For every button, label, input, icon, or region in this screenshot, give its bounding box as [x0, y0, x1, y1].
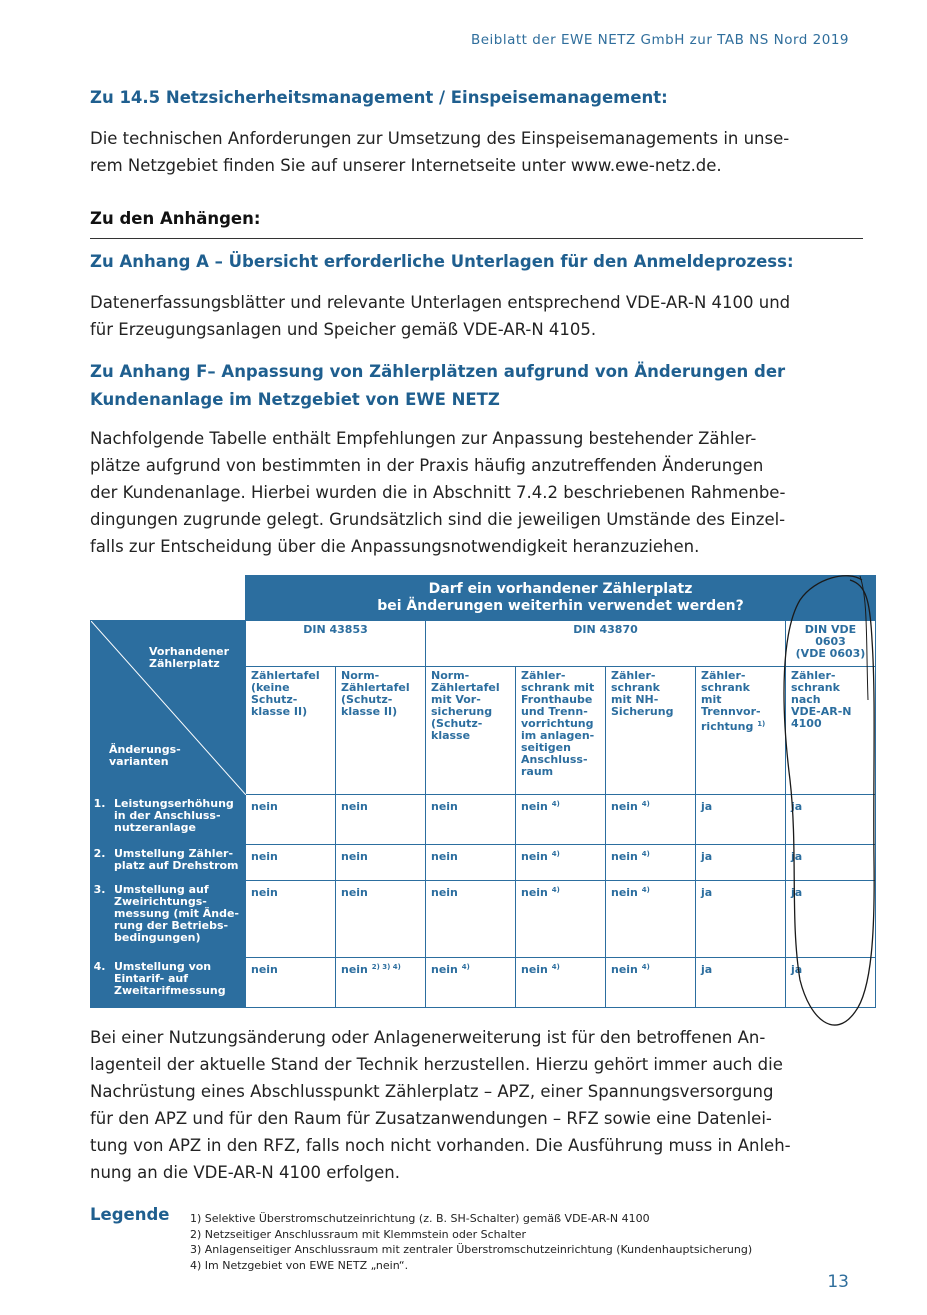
- column-header-line: raum: [521, 765, 554, 778]
- group-line: (VDE 0603): [795, 647, 866, 660]
- row-label-line: Umstellung von: [114, 960, 212, 973]
- paragraph-after-table: [90, 1024, 791, 1186]
- text-line: falls zur Entscheidung über die Anpassungsnotwendigkeit heranzuziehen.: [90, 537, 700, 556]
- cell-value: ja: [701, 963, 713, 976]
- cell-value: nein: [341, 886, 368, 899]
- column-header-line: und Trenn-: [521, 705, 588, 718]
- column-header-line: im anlagen-: [521, 729, 595, 742]
- row-label-line: in der Anschluss-: [114, 809, 221, 822]
- cell-value: nein: [611, 800, 638, 813]
- column-header-line: Sicherung: [611, 705, 674, 718]
- text-line: für den APZ und für den Raum für Zusatzanwendungen – RFZ sowie eine Datenlei-: [90, 1109, 772, 1128]
- column-header-line: mit NH-: [611, 693, 659, 706]
- text-line: rem Netzgebiet finden Sie auf unserer Internetseite unter www.ewe-netz.de.: [90, 156, 722, 175]
- text-line: nung an die VDE-AR-N 4100 erfolgen.: [90, 1163, 400, 1182]
- footnote-ref: 4): [641, 886, 650, 894]
- cell-value: nein: [341, 850, 368, 863]
- cell-value: nein: [611, 850, 638, 863]
- cell-value: nein: [521, 963, 548, 976]
- group-din-43853: DIN 43853: [246, 621, 426, 667]
- cell-value: ja: [791, 886, 803, 899]
- text-line: Die technischen Anforderungen zur Umsetzung des Einspeisemanagements in unse-: [90, 129, 790, 148]
- cell-value: ja: [791, 800, 803, 813]
- column-header-line: VDE-AR-N: [791, 705, 852, 718]
- column-header-line: Zählertafel: [431, 681, 500, 694]
- column-header-line: (Schutz-: [341, 693, 393, 706]
- row-label-line: Leistungserhöhung: [114, 797, 234, 810]
- footnote-ref: 4): [641, 850, 650, 858]
- row-number: 3.: [91, 881, 109, 958]
- footnote-ref: 2) 3) 4): [371, 963, 401, 971]
- text-line: Nachrüstung eines Abschlusspunkt Zählerplatz – APZ, einer Spannungsversorgung: [90, 1082, 774, 1101]
- footnote-ref: 4): [551, 850, 560, 858]
- column-header-line: schrank: [791, 681, 840, 694]
- column-header-text: richtung: [701, 720, 754, 733]
- footnote-ref: 4): [551, 800, 560, 808]
- corner-top-line: Vorhandener: [149, 645, 230, 658]
- column-header-line: schrank: [611, 681, 660, 694]
- cell-value: ja: [701, 850, 713, 863]
- footnote-ref: 4): [551, 963, 560, 971]
- column-header-line: mit Vor-: [431, 693, 481, 706]
- text-line: Nachfolgende Tabelle enthält Empfehlungen zur Anpassung bestehender Zähler-: [90, 429, 757, 448]
- column-header-line: (keine: [251, 681, 290, 694]
- heading-line: Kundenanlage im Netzgebiet von EWE NETZ: [90, 390, 500, 409]
- column-header-line: seitigen: [521, 741, 571, 754]
- cell-value: nein: [341, 963, 368, 976]
- column-header-line: schrank: [701, 681, 750, 694]
- cell-value: nein: [251, 800, 278, 813]
- heading-line: Zu Anhang F– Anpassung von Zählerplätzen aufgrund von Änderungen der: [90, 362, 786, 381]
- cell-value: ja: [701, 800, 713, 813]
- column-header-line: klasse: [431, 729, 471, 742]
- cell-value: nein: [521, 800, 548, 813]
- cell-value: ja: [791, 963, 803, 976]
- cell-value: nein: [611, 963, 638, 976]
- row-label-line: platz auf Drehstrom: [114, 859, 239, 872]
- column-header-line: Zähler-: [611, 669, 656, 682]
- group-line: DIN VDE: [804, 623, 857, 636]
- text-line: der Kundenanlage. Hierbei wurden die in Abschnitt 7.4.2 beschriebenen Rahmenbe-: [90, 483, 786, 502]
- corner-top-line: Zählerplatz: [149, 657, 220, 670]
- page-header: Beiblatt der EWE NETZ GmbH zur TAB NS Nord 2019: [470, 32, 849, 48]
- legend-list: [190, 1211, 752, 1273]
- footnote-ref: 4): [551, 886, 560, 894]
- column-header-line: Schutz-: [251, 693, 298, 706]
- group-din-43870: DIN 43870: [426, 621, 786, 667]
- text-line: tung von APZ in den RFZ, falls noch nicht vorhanden. Die Ausführung muss in Anleh-: [90, 1136, 791, 1155]
- legend-item: 2) Netzseitiger Anschlussraum mit Klemmstein oder Schalter: [190, 1227, 527, 1241]
- cell-value: ja: [701, 886, 713, 899]
- row-number: 2.: [91, 845, 109, 881]
- legend-item: 4) Im Netzgebiet von EWE NETZ „nein“.: [190, 1258, 409, 1272]
- column-header-line: Zähler-: [701, 669, 746, 682]
- column-header-line: schrank mit: [521, 681, 595, 694]
- text-line: für Erzeugungsanlagen und Speicher gemäß VDE-AR-N 4105.: [90, 320, 597, 339]
- legend-item: 3) Anlagenseitiger Anschlussraum mit zentraler Überstromschutzeinrichtung (Kundenhauptsicherung): [190, 1243, 753, 1256]
- row-number: 1.: [91, 795, 109, 845]
- column-header-line: klasse II): [341, 705, 398, 718]
- heading-anhang-a: Zu Anhang A – Übersicht erforderliche Unterlagen für den Anmeldeprozess:: [90, 252, 794, 271]
- corner-bottom-line: Änderungs-: [109, 743, 181, 756]
- row-label-line: Eintarif- auf: [114, 972, 189, 985]
- text-line: dingungen zugrunde gelegt. Grundsätzlich sind die jeweiligen Umstände des Einzel-: [90, 510, 786, 529]
- column-header-line: sicherung: [431, 705, 493, 718]
- footnote-ref: 4): [641, 963, 650, 971]
- column-header-line: Fronthaube: [521, 693, 593, 706]
- row-label-line: Zweitarifmessung: [114, 984, 226, 997]
- row-label-line: messung (mit Ände-: [114, 907, 239, 920]
- cell-value: nein: [251, 850, 278, 863]
- text-line: Datenerfassungsblätter und relevante Unterlagen entsprechend VDE-AR-N 4100 und: [90, 293, 791, 312]
- footnote-ref: 4): [641, 800, 650, 808]
- row-label-line: rung der Betriebs-: [114, 919, 229, 932]
- column-header-line: nach: [791, 693, 821, 706]
- column-header-line: Norm-: [431, 669, 470, 682]
- column-header-line: Zähler-: [521, 669, 566, 682]
- heading-anhaenge: Zu den Anhängen:: [90, 209, 261, 228]
- footnote-ref: 4): [461, 963, 470, 971]
- text-line: Bei einer Nutzungsänderung oder Anlagenerweiterung ist für den betroffenen An-: [90, 1028, 766, 1047]
- legend-title: Legende: [90, 1205, 170, 1224]
- cell-value: nein: [341, 800, 368, 813]
- cell-value: ja: [791, 850, 803, 863]
- column-header-line: vorrichtung: [521, 717, 594, 730]
- cell-value: nein: [431, 963, 458, 976]
- column-header-line: Norm-: [341, 669, 380, 682]
- row-label-line: bedingungen): [114, 931, 201, 944]
- cell-value: nein: [251, 963, 278, 976]
- column-header-line: 4100: [791, 717, 822, 730]
- column-header-line: Zählertafel: [341, 681, 410, 694]
- row-label-line: nutzeranlage: [114, 821, 196, 834]
- heading-14-5: Zu 14.5 Netzsicherheitsmanagement / Einspeisemanagement:: [90, 88, 668, 107]
- text-line: plätze aufgrund von bestimmten in der Praxis häufig anzutreffenden Änderungen: [90, 456, 764, 475]
- row-number: 4.: [91, 958, 109, 1008]
- row-label-line: Umstellung Zähler-: [114, 847, 234, 860]
- cell-value: nein: [521, 886, 548, 899]
- cell-value: nein: [611, 886, 638, 899]
- cell-value: nein: [431, 886, 458, 899]
- row-label-line: Zweirichtungs-: [114, 895, 207, 908]
- corner-bottom-line: varianten: [109, 755, 169, 768]
- page-number: 13: [827, 1272, 849, 1292]
- cell-value: nein: [521, 850, 548, 863]
- cell-value: nein: [431, 850, 458, 863]
- text-line: lagenteil der aktuelle Stand der Technik herzustellen. Hierzu gehört immer auch die: [90, 1055, 783, 1074]
- column-header-line: Anschluss-: [521, 753, 588, 766]
- column-header-line: Zähler-: [791, 669, 836, 682]
- column-header-line: klasse II): [251, 705, 308, 718]
- row-label-line: Umstellung auf: [114, 883, 209, 896]
- column-header-line: mit: [701, 693, 722, 706]
- column-header-line: Trennvor-: [701, 705, 761, 718]
- column-header-line: Zählertafel: [251, 669, 320, 682]
- group-line: 0603: [815, 635, 846, 648]
- column-header-line: (Schutz-: [431, 717, 483, 730]
- table-title-line: Darf ein vorhandener Zählerplatz: [428, 581, 693, 597]
- cell-value: nein: [431, 800, 458, 813]
- cell-value: nein: [251, 886, 278, 899]
- legend-item: 1) Selektive Überstromschutzeinrichtung (z. B. SH-Schalter) gemäß VDE-AR-N 4100: [190, 1212, 650, 1225]
- table-title-line: bei Änderungen weiterhin verwendet werden?: [377, 598, 744, 614]
- footnote-ref: 1): [757, 720, 766, 728]
